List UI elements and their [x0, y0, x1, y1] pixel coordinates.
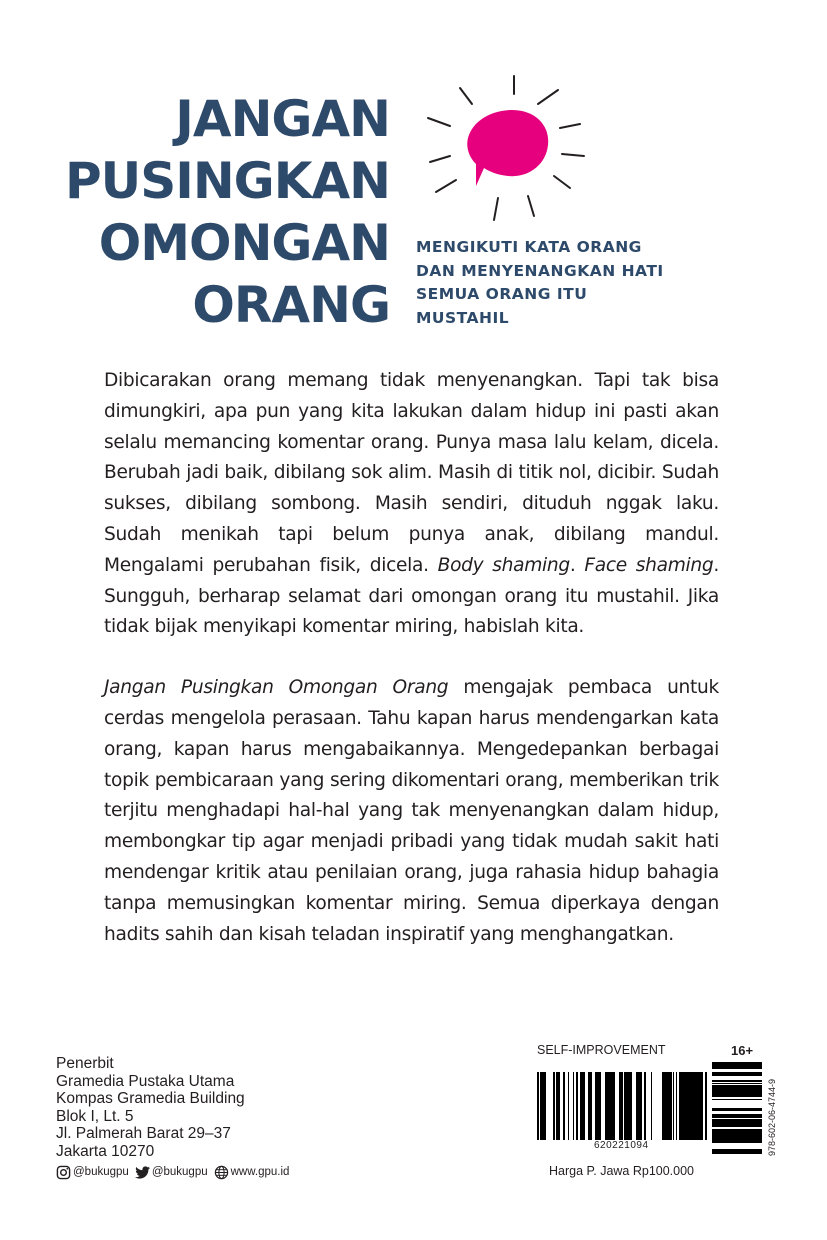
publisher-line: Gramedia Pustaka Utama — [56, 1072, 235, 1090]
subtitle-line: MENGIKUTI KATA ORANG — [416, 238, 642, 256]
publisher-line: Penerbit — [56, 1055, 114, 1072]
speech-bubble-burst-icon — [420, 70, 600, 230]
social-links — [56, 1163, 295, 1181]
twitter-icon — [135, 1166, 150, 1179]
book-subtitle — [416, 236, 716, 330]
title-line: PUSINGKAN — [64, 152, 390, 210]
publisher-info — [56, 1055, 356, 1161]
website-link: www.gpu.id — [214, 1165, 290, 1180]
instagram-link: @bukugpu — [56, 1165, 129, 1180]
publisher-line: Jl. Palmerah Barat 29–37 — [56, 1125, 231, 1143]
synopsis-paragraph-2: Jangan Pusingkan Omongan Orang mengajak pembaca untuk cerdas mengelola perasaan. Tahu kapan harus mendengarkan kata orang, kapan harus mengabaikannya. Mengedepankan berbagai topik pembicaraan yang sering dikomentari orang, memberikan trik terjitu menghadapi hal-hal yang tak menyenangkan dalam hidup, membongkar tip agar menjadi pribadi yang tidak mudah sakit hati mendengar kritik atau penilaian orang, juga rahasia hidup bahagia tanpa memusingkan komentar miring. Semua diperkaya dengan hadits sahih dan kisah teladan inspiratif yang menghangatkan. — [104, 677, 719, 945]
title-line: OMONGAN — [98, 214, 390, 272]
synopsis-paragraph-1: Dibicarakan orang memang tidak menyenangkan. Tapi tak bisa dimungkiri, apa pun yang kita lakukan dalam hidup ini pasti akan selalu memancing komentar orang. Punya masa lalu kelam, dicela. Berubah jadi baik, dibilang sok alim. Masih di titik nol, dicibir. Sudah sukses, dibilang sombong. Masih sendiri, dituduh nggak laku. Sudah menikah tapi belum punya anak, dibilang mandul. Mengalami perubahan fisik, dicela. Body shaming. Face shaming. Sungguh, berharap selamat dari omongan orang itu mustahil. Jika tidak bijak menyikapi komentar miring, habislah kita. — [104, 370, 719, 638]
title-line: ORANG — [192, 276, 390, 334]
subtitle-line: DAN MENYENANGKAN HATI — [416, 261, 664, 280]
synopsis — [104, 366, 719, 950]
publisher-line: Jakarta 10270 — [56, 1142, 155, 1160]
isbn-barcode-icon — [712, 1062, 762, 1154]
barcode-number: 620221094 — [594, 1140, 649, 1151]
book-title — [60, 88, 390, 336]
publisher-line: Kompas Gramedia Building — [56, 1090, 245, 1108]
price-label: Harga P. Jawa Rp100.000 — [549, 1164, 695, 1178]
twitter-link: @bukugpu — [135, 1166, 208, 1179]
subtitle-line: SEMUA ORANG ITU — [416, 285, 588, 303]
subtitle-line: MUSTAHIL — [416, 308, 510, 327]
isbn-number: 978-602-06-4744-9 — [767, 1078, 777, 1156]
publisher-line: Blok I, Lt. 5 — [56, 1107, 134, 1125]
category-label: SELF-IMPROVEMENT — [537, 1043, 666, 1057]
barcode-icon — [537, 1072, 707, 1140]
title-line: JANGAN — [175, 90, 390, 148]
globe-icon — [214, 1165, 229, 1180]
instagram-icon — [56, 1165, 71, 1180]
age-rating: 16+ — [731, 1043, 754, 1058]
